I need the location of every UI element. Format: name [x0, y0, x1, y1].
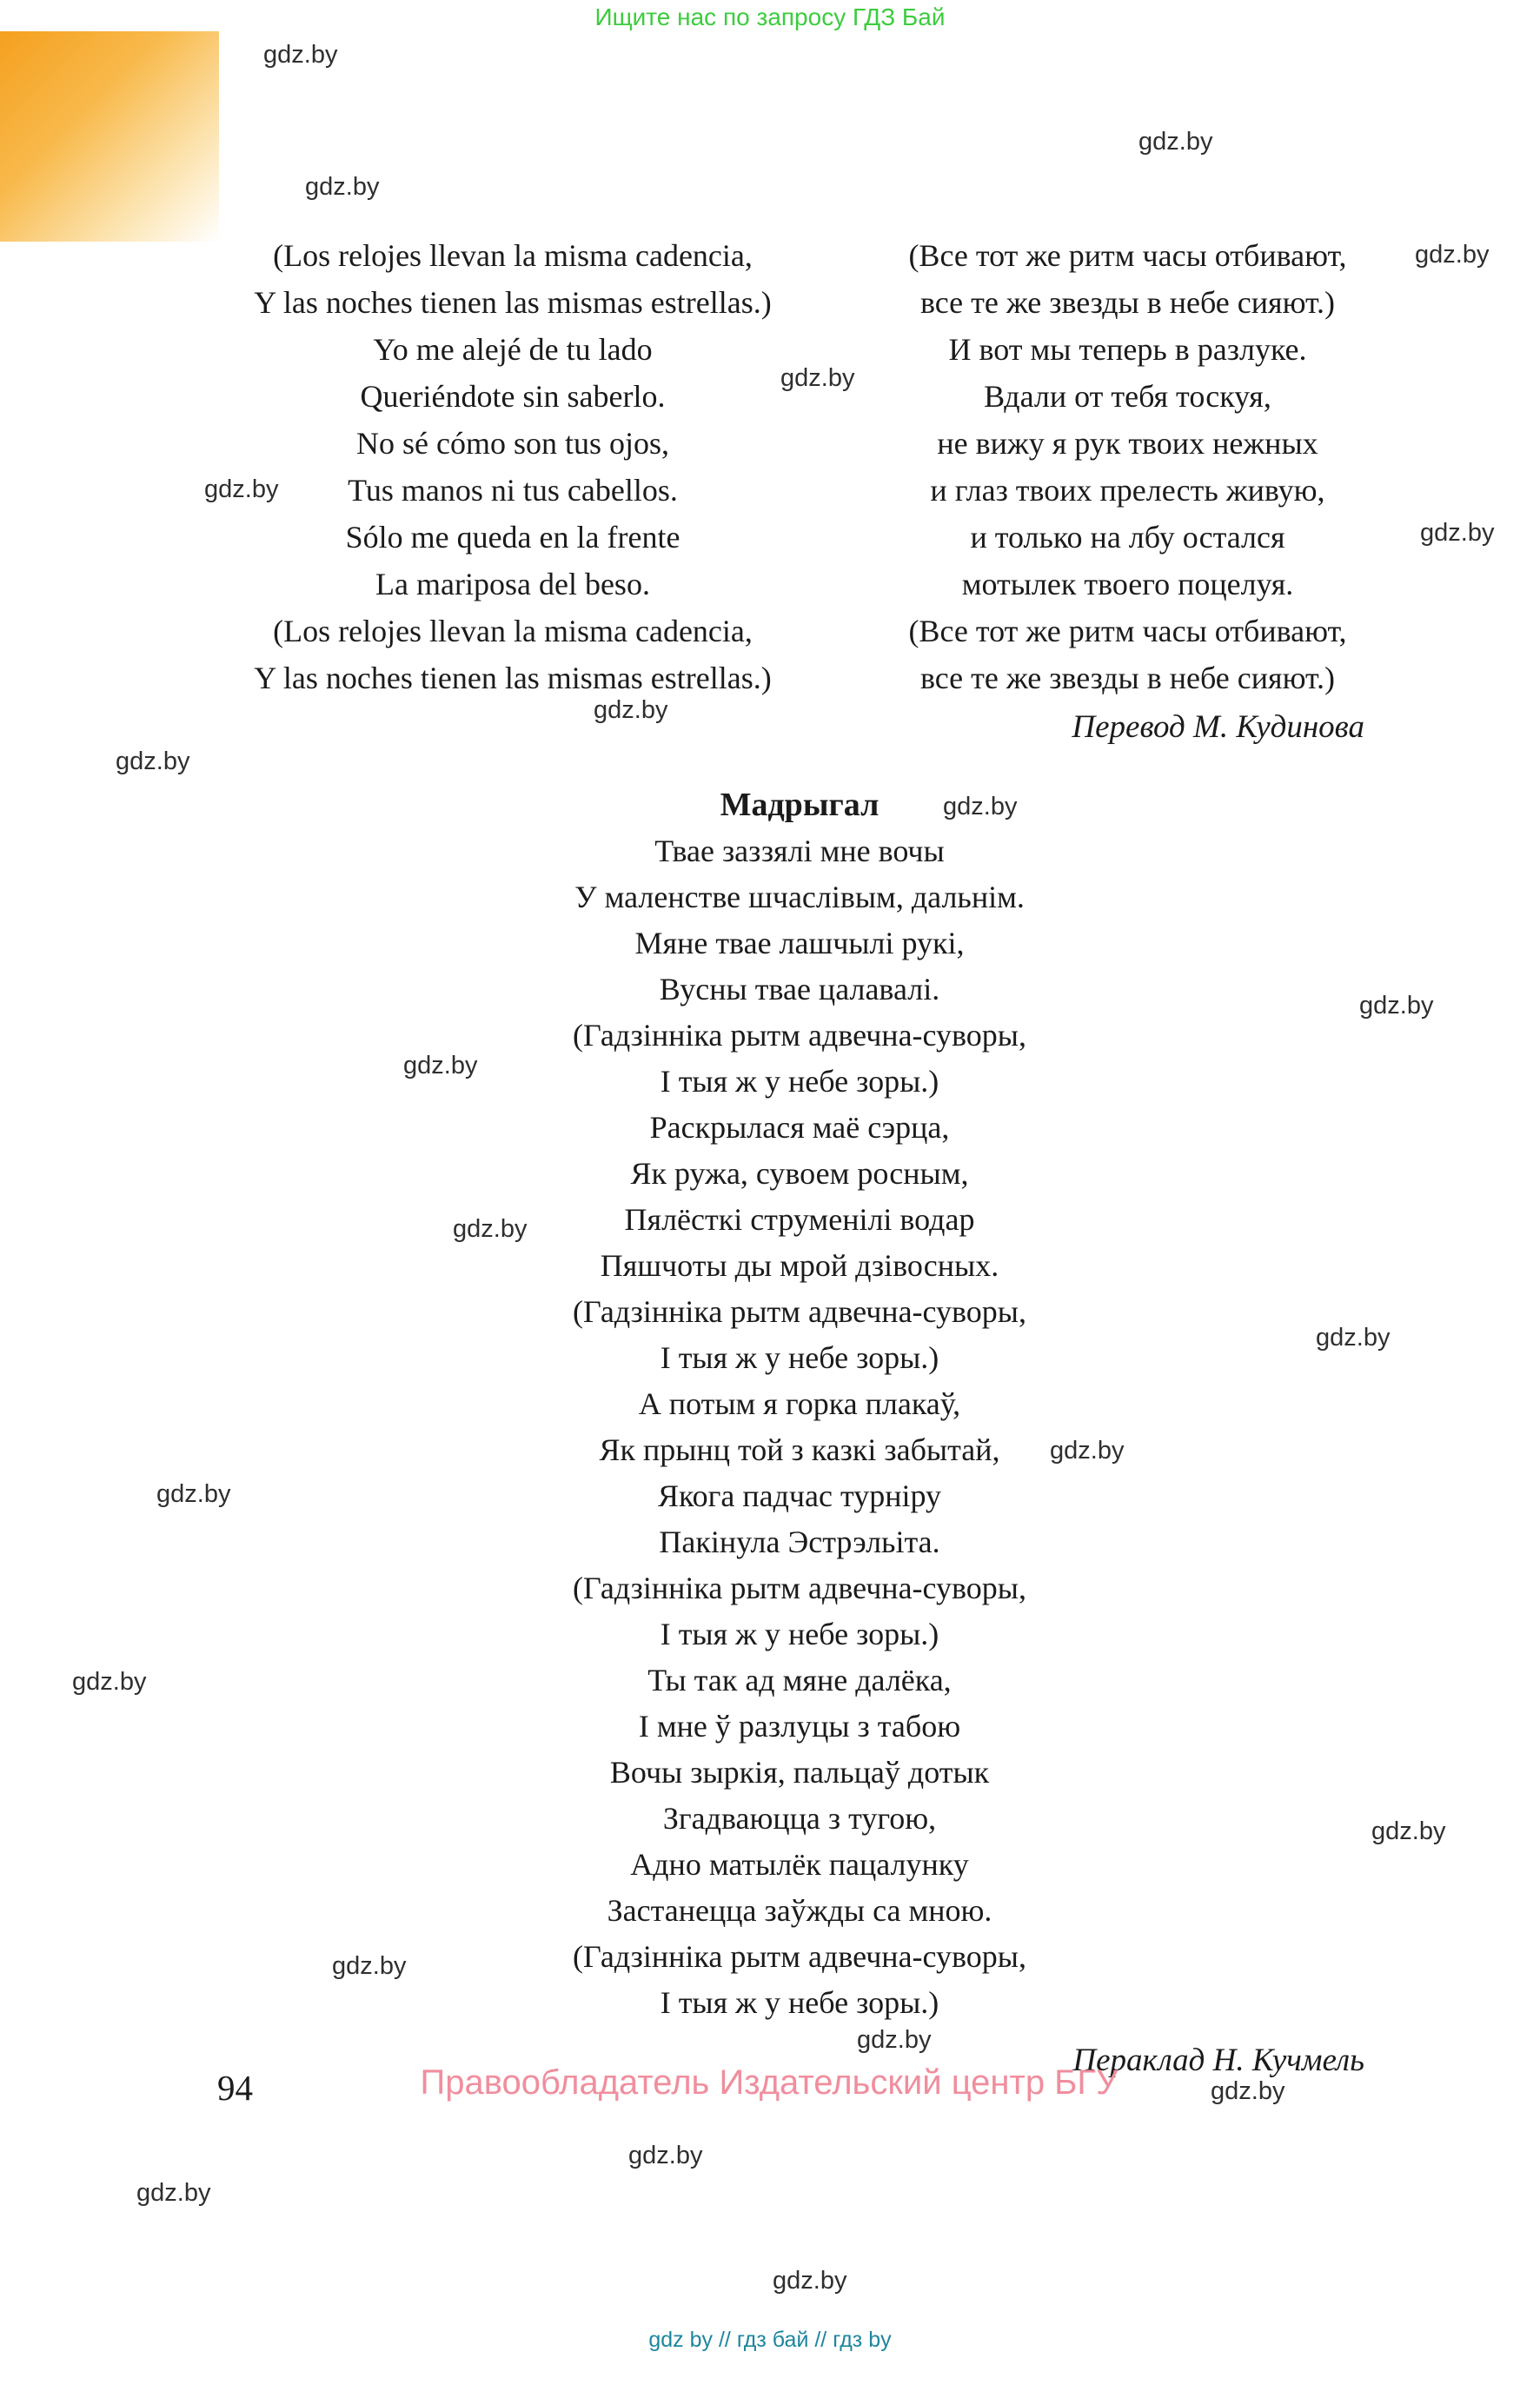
- belarusian-translator-attribution: Пераклад Н. Кучмель: [1072, 2043, 1364, 2078]
- poem-line: (Гадзінніка рытм адвечна-суворы,: [573, 1018, 1026, 1053]
- poem-line: Мяне твае лашчылі рукі,: [634, 926, 965, 960]
- gdz-watermark: gdz.by: [204, 475, 279, 503]
- poem-line: (Все тот же ритм часы отбивают,: [908, 238, 1347, 273]
- page-number: 94: [217, 2068, 253, 2108]
- gdz-watermark: gdz.by: [943, 793, 1018, 820]
- poem-line: Пакінула Эстрэльіта.: [659, 1525, 940, 1559]
- poem-line: Раскрылася маё сэрца,: [649, 1110, 950, 1145]
- gdz-watermark: gdz.by: [1316, 1324, 1391, 1352]
- poem-line: Ты так ад мяне далёка,: [647, 1663, 952, 1697]
- poem-line: все те же звезды в небе сияют.): [919, 661, 1336, 695]
- poem-line: У маленстве шчаслівым, дальнім.: [574, 880, 1025, 914]
- poem-line: No sé cómo son tus ojos,: [356, 426, 669, 461]
- belarusian-poem-title: Мадрыгал: [720, 787, 880, 823]
- poem-line: Вусны твае цалавалі.: [659, 972, 940, 1006]
- gdz-watermark: gdz.by: [305, 173, 380, 201]
- gdz-watermark: gdz.by: [1371, 1817, 1446, 1845]
- gdz-watermark: gdz.by: [156, 1480, 231, 1508]
- gdz-watermark: gdz.by: [1359, 992, 1434, 1020]
- gdz-watermark: gdz.by: [773, 2267, 847, 2295]
- gdz-watermark: gdz.by: [628, 2142, 703, 2169]
- poem-line: Як ружа, сувоем росным,: [630, 1156, 969, 1191]
- russian-translator-attribution: Перевод М. Кудинова: [1072, 709, 1364, 745]
- poem-line: А потым я горка плакаў,: [638, 1386, 961, 1421]
- poem-line: La mariposa del beso.: [375, 567, 650, 601]
- poem-line: І тыя ж у небе зоры.): [660, 1064, 939, 1099]
- poem-line: Y las noches tienen las mismas estrellas.): [254, 661, 772, 695]
- poem-line: Твае заззялі мне вочы: [654, 834, 945, 868]
- spanish-poem: [204, 232, 821, 701]
- poem-line: Застанецца заўжды са мною.: [607, 1893, 992, 1928]
- poem-line: Пяшчоты ды мрой дзівосных.: [600, 1248, 999, 1283]
- gdz-watermark: gdz.by: [332, 1952, 407, 1980]
- gdz-watermark: gdz.by: [453, 1215, 528, 1243]
- poem-line: и глаз твоих прелесть живую,: [930, 473, 1325, 508]
- poem-line: І тыя ж у небе зоры.): [660, 1985, 939, 2020]
- poem-line: (Los relojes llevan la misma cadencia,: [273, 614, 753, 648]
- poem-line: І мне ў разлуцы з табою: [638, 1709, 961, 1744]
- orange-gradient-decoration: [0, 31, 219, 242]
- poem-line: Sólo me queda en la frente: [345, 520, 680, 555]
- gdz-watermark: gdz.by: [857, 2026, 932, 2054]
- gdz-watermark: gdz.by: [1050, 1437, 1125, 1465]
- poem-line: Вдали от тебя тоскуя,: [984, 379, 1271, 414]
- copyright-notice: Правообладатель Издательский центр БГУ: [420, 2063, 1118, 2102]
- poem-line: не вижу я рук твоих нежных: [937, 426, 1318, 461]
- poem-line: Queriéndote sin saberlo.: [360, 379, 666, 414]
- gdz-watermark: gdz.by: [263, 41, 338, 69]
- poem-line: (Los relojes llevan la misma cadencia,: [273, 238, 753, 273]
- poem-line: (Гадзінніка рытм адвечна-суворы,: [573, 1571, 1026, 1605]
- poem-line: (Все тот же ритм часы отбивают,: [908, 614, 1347, 648]
- gdz-watermark: gdz.by: [136, 2179, 211, 2207]
- poem-line: Вочы зыркія, пальцаў дотык: [609, 1755, 990, 1790]
- promo-banner-text: Ищите нас по запросу ГДЗ Бай: [594, 3, 946, 30]
- poem-line: Якога падчас турніру: [657, 1478, 942, 1513]
- gdz-watermark: gdz.by: [780, 364, 855, 392]
- gdz-watermark: gdz.by: [403, 1052, 478, 1080]
- gdz-watermark: gdz.by: [72, 1668, 147, 1696]
- poem-line: И вот мы теперь в разлуке.: [948, 332, 1307, 367]
- poem-line: мотылек твоего поцелуя.: [961, 567, 1294, 601]
- poem-line: все те же звезды в небе сияют.): [919, 285, 1336, 320]
- poem-line: Yo me alejé de tu lado: [373, 332, 653, 367]
- gdz-watermark: gdz.by: [1138, 128, 1213, 156]
- poem-line: Пялёсткі струменілі водар: [624, 1202, 975, 1237]
- gdz-watermark: gdz.by: [1415, 241, 1490, 269]
- poem-line: (Гадзінніка рытм адвечна-суворы,: [573, 1294, 1026, 1329]
- poem-line: І тыя ж у небе зоры.): [660, 1340, 939, 1375]
- gdz-watermark: gdz.by: [1211, 2077, 1285, 2105]
- poem-line: Адно матылёк пацалунку: [630, 1847, 969, 1882]
- gdz-watermark: gdz.by: [594, 696, 668, 724]
- poem-line: І тыя ж у небе зоры.): [660, 1617, 939, 1651]
- poem-line: Згадваюцца з тугою,: [662, 1801, 937, 1836]
- belarusian-poem-lines: [400, 828, 1199, 2026]
- russian-poem: [856, 232, 1399, 701]
- poem-line: (Гадзінніка рытм адвечна-суворы,: [573, 1939, 1026, 1974]
- gdz-watermark: gdz.by: [1420, 519, 1495, 547]
- poem-line: Як прынц той з казкі забытай,: [599, 1432, 1000, 1467]
- poem-line: Tus manos ni tus cabellos.: [348, 473, 678, 508]
- poem-line: Y las noches tienen las mismas estrellas.): [254, 285, 772, 320]
- poem-line: и только на лбу остался: [970, 520, 1285, 555]
- footer-links[interactable]: gdz by // гдз бай // гдз by: [648, 2328, 892, 2352]
- gdz-watermark: gdz.by: [116, 747, 190, 775]
- belarusian-poem: [400, 782, 1199, 2026]
